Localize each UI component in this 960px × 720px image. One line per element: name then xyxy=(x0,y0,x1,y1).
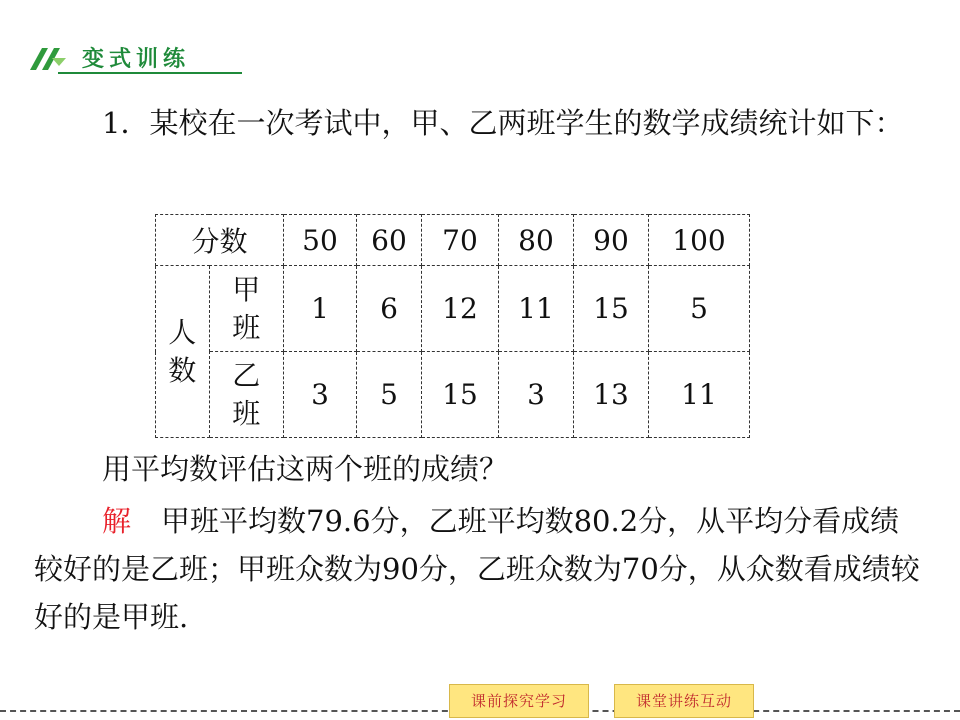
score-table xyxy=(155,214,750,438)
table-row xyxy=(156,352,750,438)
problem-text: 1．某校在一次考试中，甲、乙两班学生的数学成绩统计如下： xyxy=(102,106,904,140)
score-cell: 60 xyxy=(357,215,422,266)
double-arrow-icon xyxy=(28,44,68,74)
count-cell: 5 xyxy=(649,266,750,352)
question-text: 用平均数评估这两个班的成绩？ xyxy=(102,452,509,486)
count-cell: 1 xyxy=(284,266,357,352)
people-label: 人数 xyxy=(168,315,197,387)
score-cell: 70 xyxy=(422,215,499,266)
score-cell: 50 xyxy=(284,215,357,266)
count-cell: 11 xyxy=(499,266,574,352)
section-title: 变式训练 xyxy=(82,47,191,72)
nav-button-in-class[interactable]: 课堂讲练互动 xyxy=(614,684,754,718)
count-cell: 6 xyxy=(357,266,422,352)
people-label-cell xyxy=(156,266,210,438)
count-cell: 3 xyxy=(499,352,574,438)
count-cell: 5 xyxy=(357,352,422,438)
nav-button-pre-class[interactable]: 课前探究学习 xyxy=(449,684,589,718)
section-header xyxy=(28,40,218,76)
table-header-row xyxy=(156,215,750,266)
solution-paragraph xyxy=(34,497,926,641)
class-name-cell xyxy=(209,266,284,352)
count-cell: 15 xyxy=(574,266,649,352)
count-cell: 13 xyxy=(574,352,649,438)
class-name: 甲班 xyxy=(232,272,261,344)
count-cell: 3 xyxy=(284,352,357,438)
score-cell: 100 xyxy=(649,215,750,266)
score-cell: 90 xyxy=(574,215,649,266)
count-cell: 11 xyxy=(649,352,750,438)
solution-label: 解 xyxy=(102,504,132,538)
class-name-cell xyxy=(209,352,284,438)
header-underline xyxy=(58,72,242,74)
table-row xyxy=(156,266,750,352)
count-cell: 15 xyxy=(422,352,499,438)
class-name: 乙班 xyxy=(232,358,261,430)
solution-text: 甲班平均数79.6分，乙班平均数80.2分，从平均分看成绩较好的是乙班；甲班众数为90分，乙班众数为70分，从众数看成绩较好的是甲班. xyxy=(34,504,920,634)
score-cell: 80 xyxy=(499,215,574,266)
count-cell: 12 xyxy=(422,266,499,352)
score-header-cell: 分数 xyxy=(156,215,284,266)
